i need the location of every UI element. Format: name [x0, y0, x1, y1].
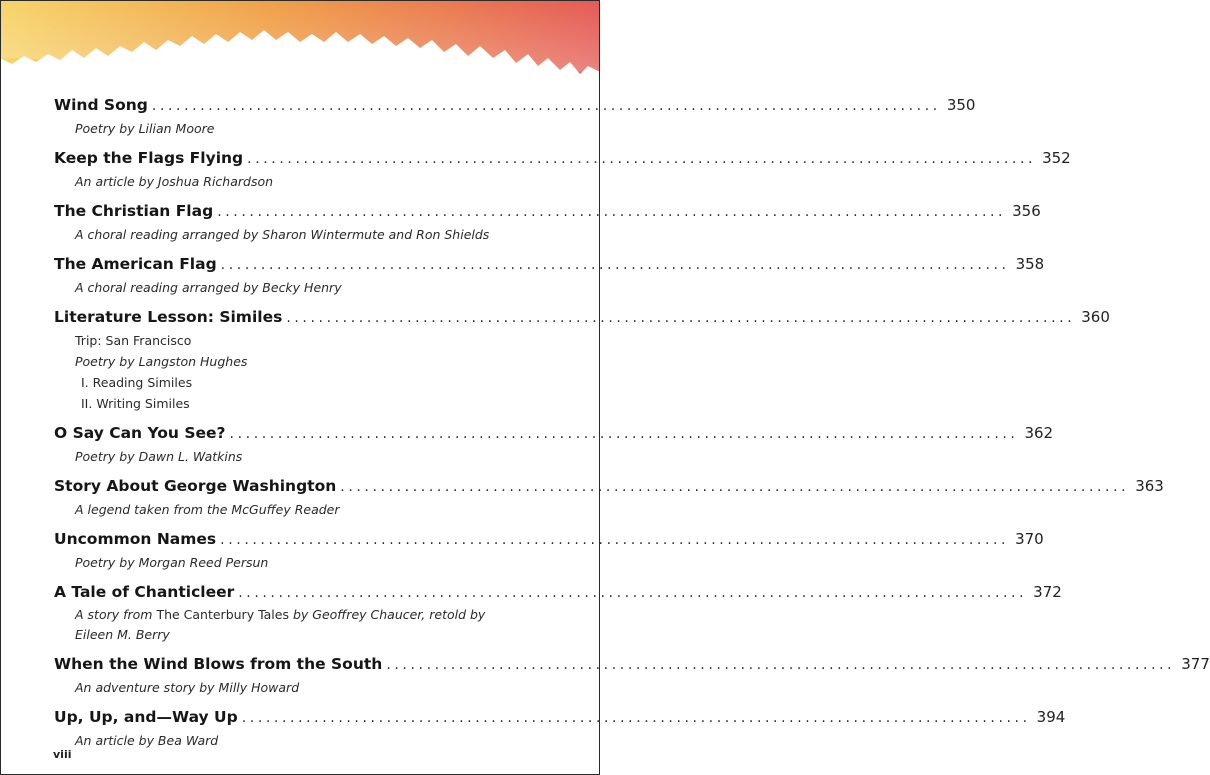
entry-byline: A legend taken from the McGuffey Reader: [75, 502, 340, 517]
entry-title[interactable]: O Say Can You See?: [54, 424, 226, 442]
byline-prefix: A story from: [75, 607, 157, 622]
byline-suffix: by Geoffrey Chaucer, retold by Eileen M. Berry: [75, 607, 486, 642]
entry-byline: An adventure story by Milly Howard: [75, 680, 300, 695]
dot-leader: ..................................................................................................: [220, 257, 1010, 273]
page-number: 362: [1024, 424, 1054, 442]
entry-title[interactable]: Keep the Flags Flying: [54, 149, 244, 167]
dot-leader: ..................................................................................................: [217, 204, 1007, 220]
entry-title[interactable]: Story About George Washington: [54, 477, 337, 495]
page-number: 356: [1012, 202, 1041, 220]
toc-entry[interactable]: [54, 655, 1210, 698]
page-number: 352: [1042, 149, 1071, 167]
toc-entry[interactable]: [54, 477, 1164, 520]
entry-byline: An article by Joshua Richardson: [75, 174, 274, 189]
dot-leader: ..................................................................................................: [286, 310, 1076, 326]
entry-title[interactable]: The Christian Flag: [54, 202, 214, 220]
entry-byline: Poetry by Dawn L. Watkins: [75, 449, 243, 464]
toc-entry[interactable]: [54, 255, 1045, 298]
dot-leader: ..................................................................................................: [229, 426, 1019, 442]
page-number: 350: [946, 96, 976, 114]
entry-title[interactable]: Wind Song: [54, 96, 148, 114]
page-number: 360: [1081, 308, 1110, 326]
entry-title[interactable]: When the Wind Blows from the South: [54, 655, 383, 673]
entry-title[interactable]: A Tale of Chanticleer: [54, 583, 235, 601]
toc-entry[interactable]: [54, 583, 1062, 645]
page-number: 394: [1036, 708, 1066, 726]
dot-leader: ..................................................................................................: [247, 151, 1037, 167]
entry-byline: Poetry by Lilian Moore: [75, 121, 215, 136]
entry-title[interactable]: Uncommon Names: [54, 530, 217, 548]
toc-entry[interactable]: [54, 530, 1044, 573]
dot-leader: ..................................................................................................: [151, 98, 941, 114]
page-number: 377: [1181, 655, 1210, 673]
entry-byline: A choral reading arranged by Sharon Wintermute and Ron Shields: [75, 227, 490, 242]
toc-entry[interactable]: [54, 149, 1071, 192]
page-number: 370: [1015, 530, 1044, 548]
book-title: The Canterbury Tales: [156, 607, 289, 622]
dot-leader: ..................................................................................................: [220, 532, 1010, 548]
page-folio: viii: [53, 748, 72, 761]
entry-byline: A choral reading arranged by Becky Henry: [75, 280, 342, 295]
entry-title[interactable]: The American Flag: [54, 255, 217, 273]
dot-leader: ..................................................................................................: [340, 479, 1130, 495]
dot-leader: ..................................................................................................: [386, 657, 1176, 673]
dot-leader: ..................................................................................................: [238, 585, 1028, 601]
page-number: 363: [1135, 477, 1164, 495]
entry-byline: An article by Bea Ward: [75, 733, 219, 748]
entry-byline: Poetry by Morgan Reed Persun: [75, 555, 269, 570]
entry-byline: Poetry by Langston Hughes: [75, 354, 248, 369]
toc-entry[interactable]: [54, 424, 1054, 467]
toc-entry[interactable]: [54, 308, 1110, 414]
page-number: 372: [1033, 583, 1062, 601]
dot-leader: ..................................................................................................: [241, 710, 1031, 726]
entry-title[interactable]: Up, Up, and—Way Up: [54, 708, 238, 726]
page-number: 358: [1015, 255, 1045, 273]
header-watercolor-banner: [0, 0, 600, 100]
toc-entry[interactable]: [54, 96, 976, 139]
toc-entry[interactable]: [54, 202, 1041, 245]
entry-sub-item: I. Reading Similes: [81, 375, 193, 390]
table-of-contents: [54, 96, 1210, 761]
entry-title[interactable]: Literature Lesson: Similes: [54, 308, 283, 326]
entry-subtitle: Trip: San Francisco: [75, 333, 192, 348]
toc-entry[interactable]: [54, 708, 1066, 751]
entry-byline: [54, 605, 540, 645]
entry-sub-item: II. Writing Similes: [81, 396, 190, 411]
watercolor-banner-graphic: [0, 0, 600, 100]
